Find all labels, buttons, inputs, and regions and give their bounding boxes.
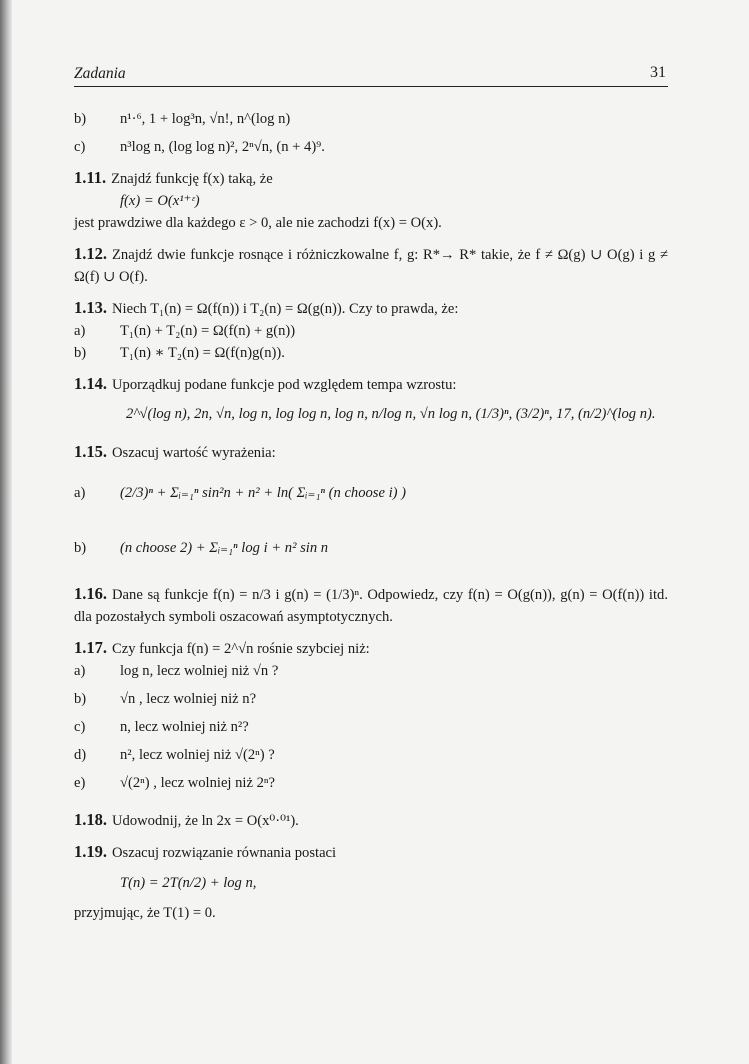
- formula-1-14: [74, 396, 668, 432]
- problem-number: 1.11.: [74, 168, 107, 187]
- subitem-label: c): [74, 139, 86, 155]
- problem-number: 1.12.: [74, 244, 107, 263]
- problem-number: 1.15.: [74, 442, 107, 461]
- problem-text: Czy funkcja f(n) = 2^√n rośnie szybciej niż:: [112, 641, 370, 657]
- subitem-text: (n choose 2) + Σᵢ₌₁ⁿ log i + n² sin n: [120, 540, 329, 556]
- subitem-1-10b: [74, 108, 668, 130]
- problem-text: jest prawdziwe dla każdego ε > 0, ale nie zachodzi f(x) = O(x).: [74, 215, 442, 231]
- subitem-label: b): [74, 691, 87, 707]
- problem-1-18: [74, 809, 668, 832]
- problem-text: Znajdź funkcję f(x) taką, że: [111, 171, 273, 187]
- subitem-1-17c: [74, 716, 668, 744]
- formula-text: f(x) = O(x¹⁺ᵋ): [120, 193, 200, 209]
- subitem-text: T₁(n) ∗ T₂(n) = Ω(f(n)g(n)).: [120, 345, 285, 361]
- problem-number: 1.13.: [74, 298, 107, 317]
- problem-number: 1.16.: [74, 584, 107, 603]
- subitem-label: c): [74, 719, 86, 735]
- subitem-1-17a: [74, 660, 668, 688]
- problem-1-19: [74, 841, 668, 864]
- problem-1-15: [74, 441, 668, 464]
- problem-text: Oszacuj wartość wyrażenia:: [112, 445, 276, 461]
- formula-text: 2^√(log n), 2n, √n, log n, log log n, log n, n/log n, √n log n, (1/3)ⁿ, (3/2)ⁿ, 17, (n/2)^(log n).: [126, 406, 656, 422]
- formula-text: T(n) = 2T(n/2) + log n,: [120, 875, 257, 891]
- subitem-text: n², lecz wolniej niż √(2ⁿ) ?: [120, 747, 275, 763]
- subitem-1-17e: [74, 772, 668, 800]
- subitem-text: n¹·⁶, 1 + log³n, √n!, n^(log n): [120, 111, 291, 127]
- problem-1-16: [74, 583, 668, 628]
- problem-text: Znajdź dwie funkcje rosnące i różniczkowalne f, g: R*→ R* takie, że f ≠ Ω(g) ∪ O(g) i g ≠ Ω(f) ∪ O(f).: [74, 247, 668, 285]
- problem-number: 1.14.: [74, 374, 107, 393]
- subitem-1-15a: [74, 464, 668, 522]
- subitem-1-17b: [74, 688, 668, 716]
- subitem-text: √n , lecz wolniej niż n?: [120, 691, 257, 707]
- subitem-label: d): [74, 747, 87, 763]
- book-binding-shadow: [0, 0, 12, 1064]
- subitem-text: T₁(n) + T₂(n) = Ω(f(n) + g(n)): [120, 323, 296, 339]
- subitem-label: b): [74, 345, 87, 361]
- subitem-1-17d: [74, 744, 668, 772]
- subitem-text: (2/3)ⁿ + Σᵢ₌₁ⁿ sin²n + n² + ln( Σᵢ₌₁ⁿ (n choose i) ): [120, 485, 407, 501]
- subitem-1-10c: [74, 136, 668, 158]
- subitem-1-15b: [74, 522, 668, 574]
- subitem-label: a): [74, 323, 86, 339]
- subitem-label: a): [74, 663, 86, 679]
- subitem-text: n³log n, (log log n)², 2ⁿ√n, (n + 4)⁹.: [120, 139, 325, 155]
- problem-number: 1.18.: [74, 810, 107, 829]
- page-content: [74, 108, 668, 924]
- problem-1-11: [74, 167, 668, 190]
- subitem-label: e): [74, 775, 86, 791]
- problem-text: Dane są funkcje f(n) = n/3 i g(n) = (1/3)ⁿ. Odpowiedz, czy f(n) = O(g(n)), g(n) = O(f(n)) itd. dla pozostałych symboli oszacowań asymptotycznych.: [74, 587, 668, 625]
- problem-text: Niech T₁(n) = Ω(f(n)) i T₂(n) = Ω(g(n)). Czy to prawda, że:: [112, 301, 459, 317]
- problem-1-12: [74, 243, 668, 288]
- problem-number: 1.19.: [74, 842, 107, 861]
- subitem-text: log n, lecz wolniej niż √n ?: [120, 663, 279, 679]
- formula-1-19: [74, 872, 668, 894]
- problem-1-17: [74, 637, 668, 660]
- subitem-label: b): [74, 540, 87, 556]
- running-header: [74, 64, 668, 87]
- subitem-1-13a: [74, 320, 668, 342]
- formula-1-11: [74, 190, 668, 212]
- page-number: 31: [650, 64, 666, 81]
- problem-number: 1.17.: [74, 638, 107, 657]
- problem-text: Udowodnij, że ln 2x = O(x⁰·⁰¹).: [112, 813, 299, 829]
- subitem-label: a): [74, 485, 86, 501]
- chapter-title: Zadania: [74, 65, 126, 82]
- problem-text: przyjmując, że T(1) = 0.: [74, 905, 216, 921]
- subitem-1-13b: [74, 342, 668, 364]
- problem-1-11-cont: [74, 212, 668, 234]
- problem-text: Oszacuj rozwiązanie równania postaci: [112, 845, 337, 861]
- problem-1-13: [74, 297, 668, 320]
- subitem-text: √(2ⁿ) , lecz wolniej niż 2ⁿ?: [120, 775, 275, 791]
- problem-1-14: [74, 373, 668, 396]
- subitem-text: n, lecz wolniej niż n²?: [120, 719, 249, 735]
- problem-text: Uporządkuj podane funkcje pod względem tempa wzrostu:: [112, 377, 457, 393]
- problem-1-19-cont: [74, 902, 668, 924]
- subitem-label: b): [74, 111, 87, 127]
